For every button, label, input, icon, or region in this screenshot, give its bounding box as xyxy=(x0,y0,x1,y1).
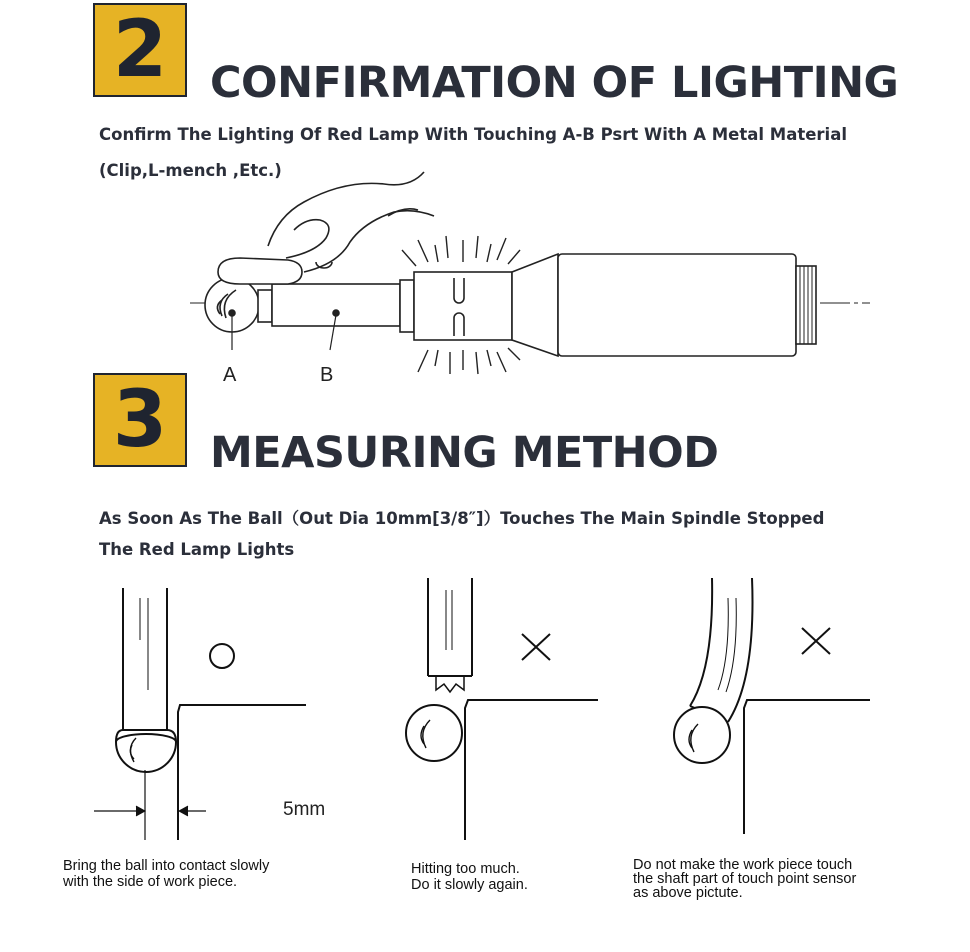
dimension-5mm: 5mm xyxy=(283,799,326,820)
label-b: B xyxy=(320,364,334,386)
caption-3-line-3: as above pictute. xyxy=(633,885,743,901)
section-3-line-2: The Red Lamp Lights xyxy=(99,540,295,559)
caption-3-line-2: the shaft part of touch point sensor xyxy=(633,871,857,887)
section-3-line-1: As Soon As The Ball（Out Dia 10mm[3/8″]）Touches The Main Spindle Stopped xyxy=(99,509,825,528)
caption-1-line-2: with the side of work piece. xyxy=(63,874,238,890)
section-2-line-2: (Clip,L-mench ,Etc.) xyxy=(99,161,282,180)
section-3-title: MEASURING METHOD xyxy=(210,428,719,478)
step-3-badge: 3 xyxy=(93,373,187,467)
step-2-badge: 2 xyxy=(93,3,187,97)
caption-2-line-1: Hitting too much. xyxy=(411,861,520,877)
caption-2-line-2: Do it slowly again. xyxy=(411,877,528,893)
caption-3-line-1: Do not make the work piece touch xyxy=(633,857,853,873)
section-2-line-1: Confirm The Lighting Of Red Lamp With Touching A-B Psrt With A Metal Material xyxy=(99,125,847,144)
label-a: A xyxy=(223,364,237,386)
caption-1-line-1: Bring the ball into contact slowly xyxy=(63,858,270,874)
section-2-title: CONFIRMATION OF LIGHTING xyxy=(210,58,899,108)
